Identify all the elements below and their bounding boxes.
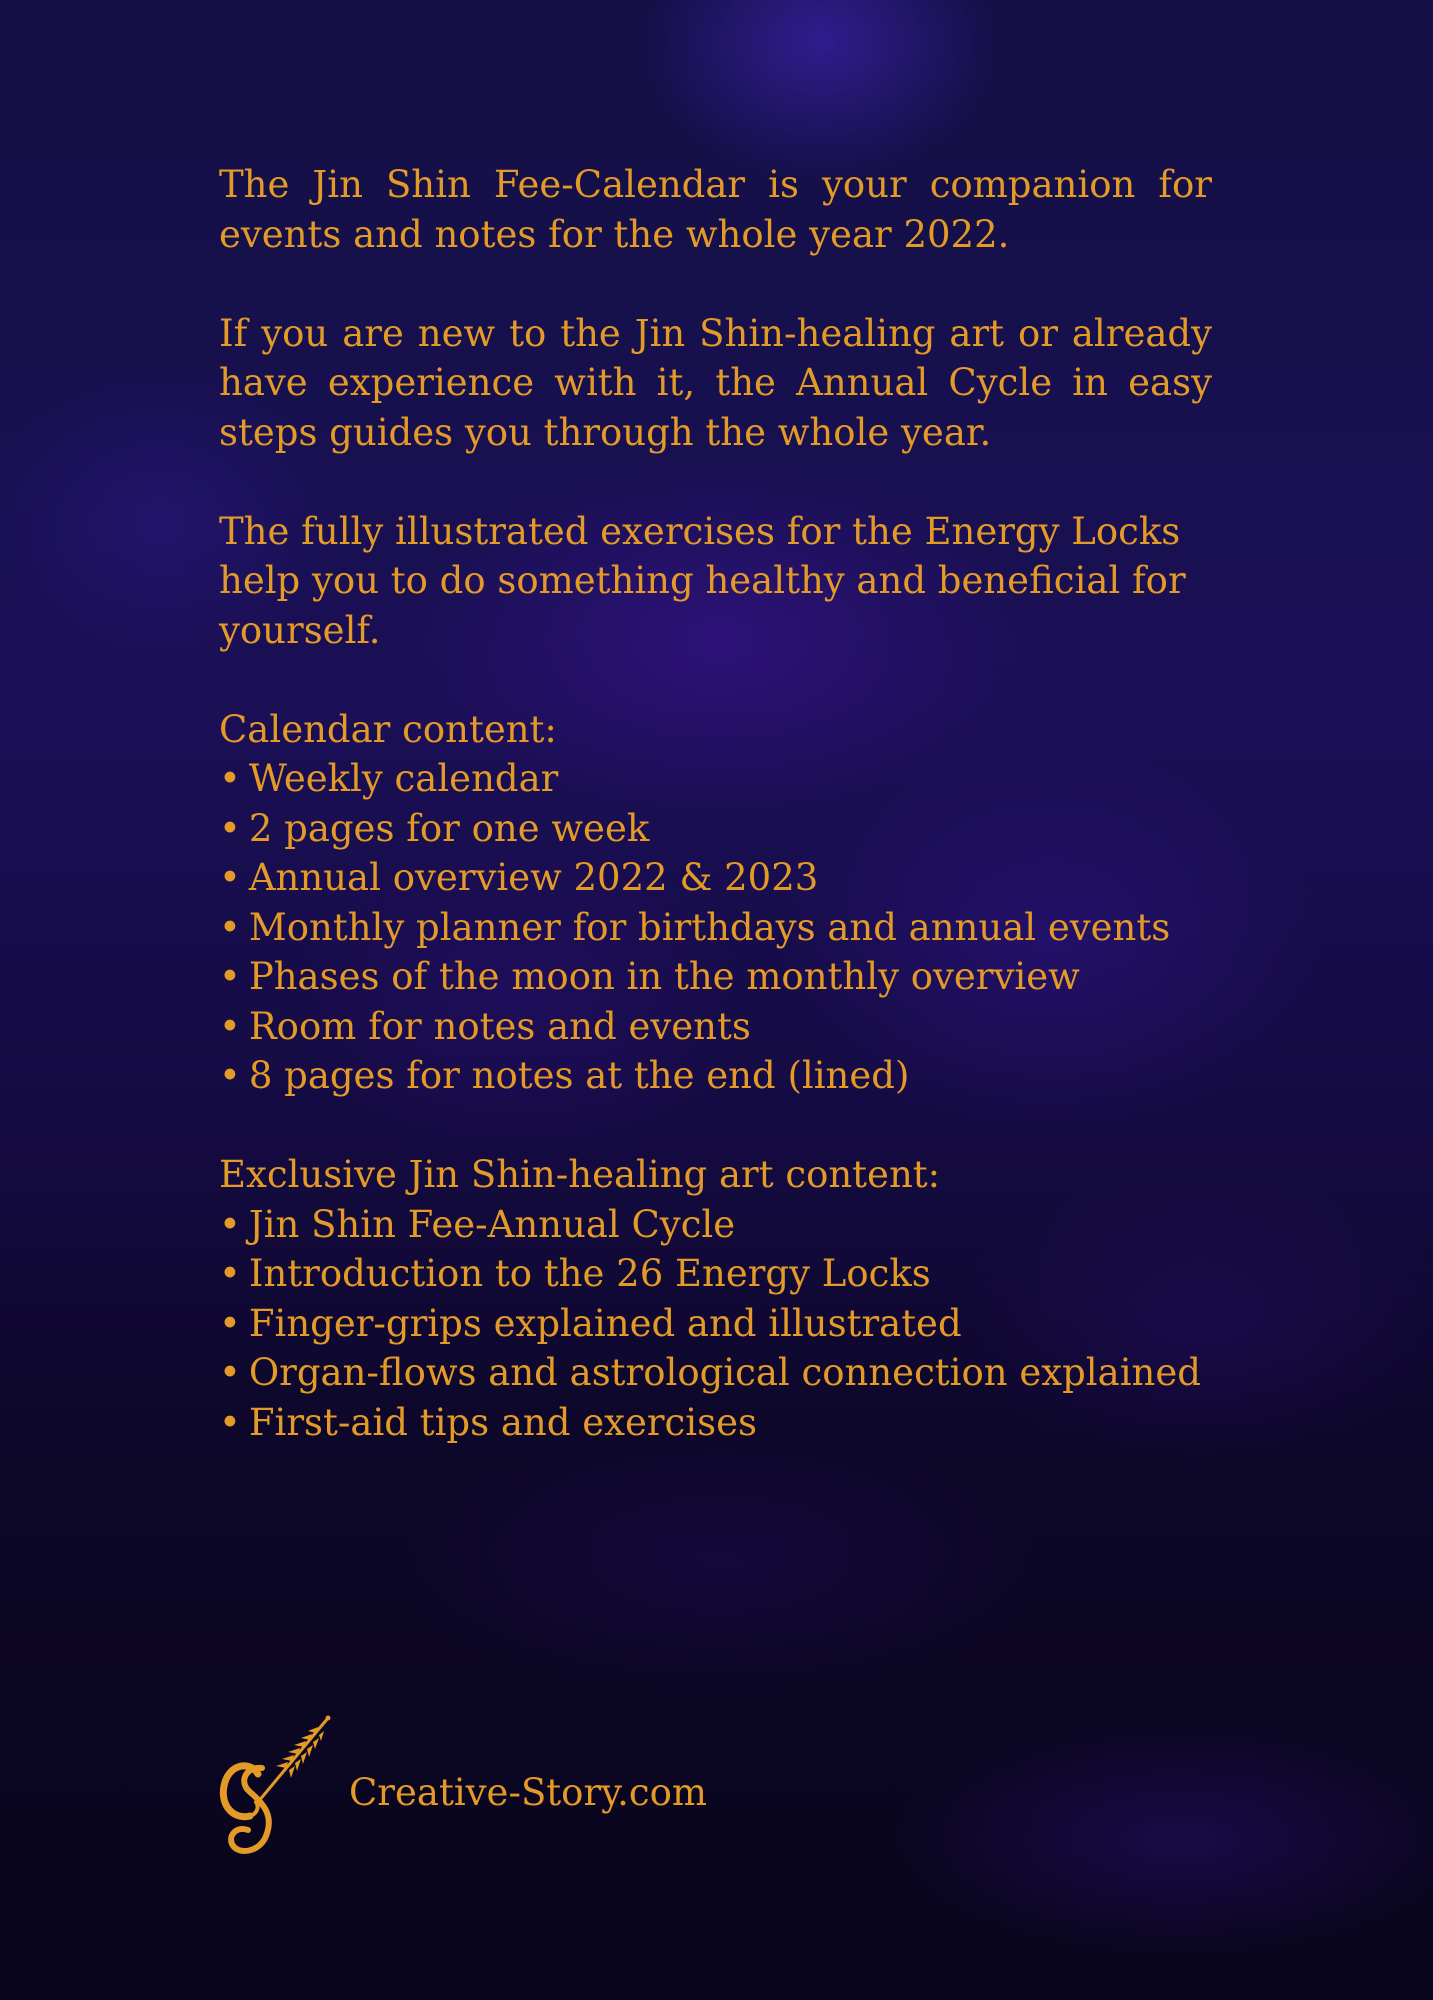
exclusive-content-heading: Exclusive Jin Shin-healing art content: — [219, 1153, 941, 1196]
list-item: • Introduction to the 26 Energy Locks — [219, 1249, 1212, 1299]
footer — [216, 1712, 816, 1872]
list-item: • Monthly planner for birthdays and annual events — [219, 903, 1212, 953]
intro-paragraph-2: If you are new to the Jin Shin-healing art or already have experience with it, the Annual Cycle in easy steps guides you through the whole year. — [219, 311, 1212, 454]
website-label: Creative-Story.com — [349, 1771, 707, 1814]
list-item: • First-aid tips and exercises — [219, 1398, 1212, 1448]
list-item: • Annual overview 2022 & 2023 — [219, 853, 1212, 903]
list-item: • Weekly calendar — [219, 754, 1212, 804]
list-item: • 8 pages for notes at the end (lined) — [219, 1051, 1212, 1101]
exclusive-content-list — [219, 1200, 1212, 1448]
list-item: • 2 pages for one week — [219, 804, 1212, 854]
list-item: • Phases of the moon in the monthly overview — [219, 952, 1212, 1002]
calendar-content-heading: Calendar content: — [219, 707, 557, 751]
calendar-content-list — [219, 754, 1212, 1101]
list-item: • Room for notes and events — [219, 1002, 1212, 1052]
list-item: • Finger-grips explained and illustrated — [219, 1299, 1212, 1349]
intro-paragraph-3: The fully illustrated exercises for the Energy Locks help you to do something healthy and beneficial for yourself. — [219, 509, 1186, 652]
list-item: • Organ-flows and astrological connection explained — [219, 1348, 1212, 1398]
intro-paragraph-1: The Jin Shin Fee-Calendar is your companion for events and notes for the whole year 2022. — [219, 163, 1212, 256]
back-cover-text — [219, 160, 1212, 1497]
cs-monogram-quill-logo-icon — [216, 1712, 336, 1872]
list-item: • Jin Shin Fee-Annual Cycle — [219, 1200, 1212, 1250]
